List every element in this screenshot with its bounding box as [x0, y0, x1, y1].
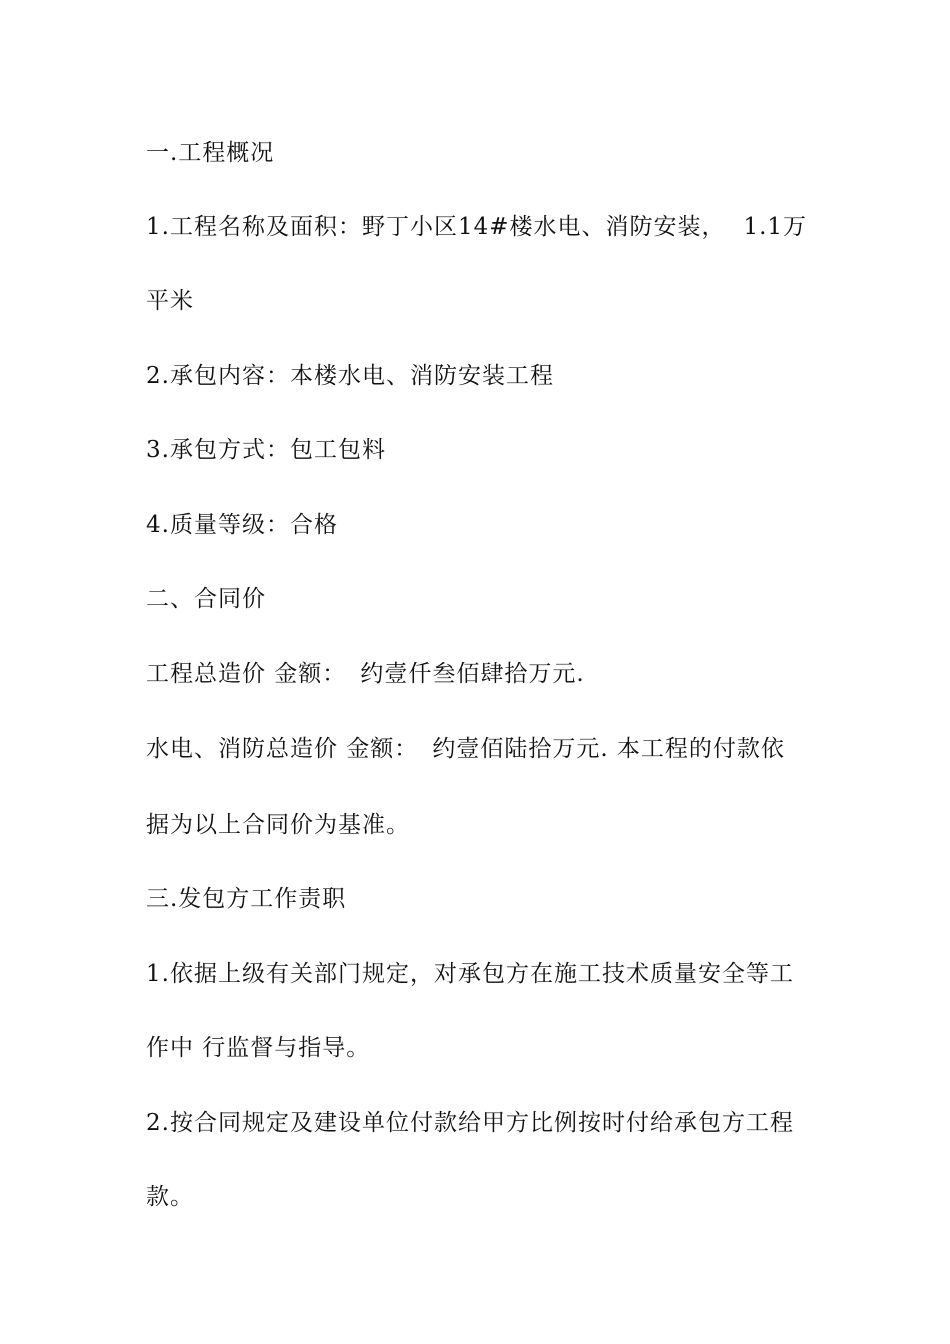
- total-cost-label: 工程总造价 金额：: [146, 661, 347, 687]
- section-2-heading: 二、合同价: [146, 586, 266, 612]
- contract-scope: 2.承包内容：本楼水电、消防安装工程: [146, 363, 554, 389]
- utility-cost-label: 水电、消防总造价 金额：: [146, 736, 419, 762]
- duty-1-line-1: 1.依据上级有关部门规定，对承包方在施工技术质量安全等工: [146, 961, 794, 987]
- duty-1-line-2: 作中 行监督与指导。: [146, 1035, 371, 1061]
- quality-grade: 4.质量等级：合格: [146, 512, 338, 538]
- project-area-text: 1.1万: [743, 214, 808, 240]
- contract-method: 3.承包方式：包工包料: [146, 437, 386, 463]
- duty-2-line-1: 2.按合同规定及建设单位付款给甲方比例按时付给承包方工程: [146, 1110, 794, 1136]
- duty-2-line-2: 款。: [146, 1184, 194, 1210]
- total-cost-value: 约壹仟叁佰肆拾万元.: [360, 661, 585, 687]
- section-3-heading: 三.发包方工作责职: [146, 886, 347, 912]
- utility-cost-line: [146, 734, 785, 764]
- utility-cost-line-2: 据为以上合同价为基准。: [146, 812, 410, 838]
- project-name-line-1: [146, 212, 807, 242]
- project-name-line-2: 平米: [146, 288, 194, 314]
- section-1-heading: 一.工程概况: [146, 140, 275, 166]
- total-cost-line: [146, 659, 585, 689]
- utility-cost-value: 约壹佰陆拾万元. 本工程的付款依: [432, 736, 785, 762]
- project-name-text: 1.工程名称及面积：野丁小区14#楼水电、消防安装，: [146, 214, 726, 240]
